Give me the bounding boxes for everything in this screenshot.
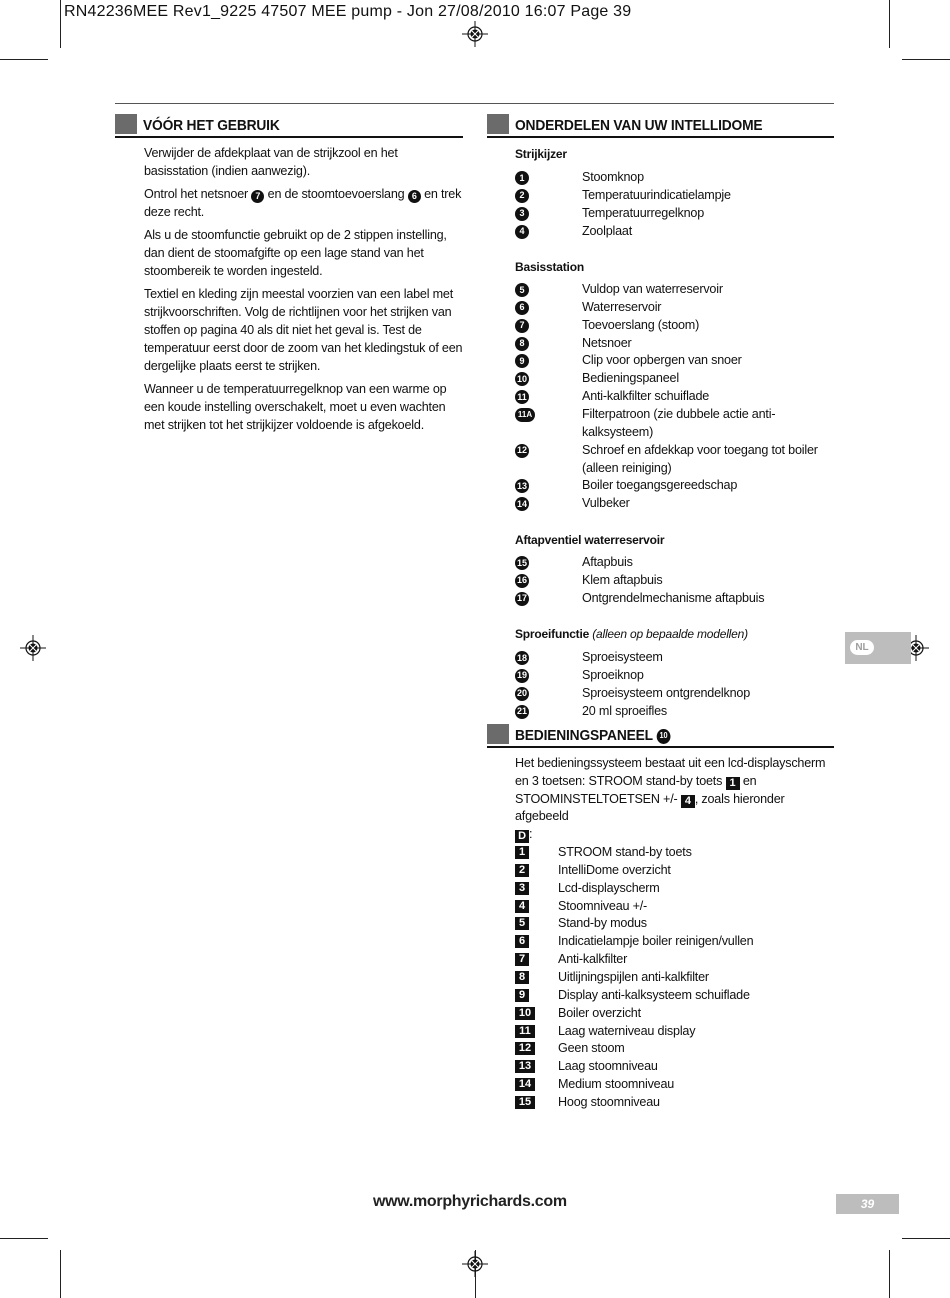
legend-number-badge: 4 [515,900,529,913]
part-label: Temperatuurindicatielampje [582,187,731,202]
top-rule [115,103,834,104]
crop-mark [0,59,48,60]
key-number-badge: 1 [726,777,740,790]
section-title-bedieningspaneel: BEDIENINGSPANEEL 10 [487,724,834,748]
part-label: Aftapbuis [582,555,633,569]
key-number-badge: 4 [681,795,695,808]
print-header: RN42236MEE Rev1_9225 47507 MEE pump - Jon 27/08/2010 16:07 Page 39 [64,3,632,20]
legend-number-badge: 8 [515,971,529,984]
title-block-icon [487,724,509,744]
legend-number-badge: 10 [515,1007,535,1020]
legend-number-badge: 2 [515,864,529,877]
subheading-note: (alleen op bepaalde modellen) [592,627,748,641]
legend-label: Laag waterniveau display [558,1023,696,1038]
subheading-basisstation: Basisstation [515,260,584,274]
part-label-continued: (alleen reiniging) [582,460,672,475]
part-label: Ontgrendelmechanisme aftapbuis [582,590,765,605]
legend-label: Geen stoom [558,1041,625,1056]
panel-intro: Het bedieningssysteem bestaat uit een lcd-displayscherm en 3 toetsen: STROOM stand-by toets 1 en STOOMINSTELTOETSEN +/- 4 , zoals hieronder afgebeeld D : [515,756,826,843]
crop-mark [889,1250,890,1298]
part-number-badge: 19 [515,669,529,683]
legend-label: IntelliDome overzicht [558,862,671,877]
page-number: 39 [836,1194,899,1214]
part-number-badge: 3 [515,207,529,221]
part-number-badge: 7 [251,190,264,203]
part-label: Bedieningspaneel [582,371,679,386]
legend-number-badge: 15 [515,1096,535,1109]
part-number-badge: 1 [515,171,529,185]
part-label: Zoolplaat [582,223,633,238]
legend-label: Indicatielampje boiler reinigen/vullen [558,934,754,949]
footer-url: www.morphyrichards.com [373,1193,567,1210]
part-label: Waterreservoir [582,299,662,314]
part-number-badge: 6 [515,301,529,315]
paragraph: Verwijder de afdekplaat van de strijkzool en het basisstation (indien aanwezig). [144,146,398,178]
legend-number-badge: 12 [515,1042,535,1055]
crop-mark [60,1250,61,1298]
part-number-badge: 5 [515,283,529,297]
legend-label: STROOM stand-by toets [558,845,692,859]
legend-label: Lcd-displayscherm [558,880,660,895]
part-label: Sproeisysteem ontgrendelknop [582,685,751,700]
part-label: Filterpatroon (zie dubbele actie anti- [582,406,776,421]
part-number-badge: 14 [515,497,529,511]
legend-label: Display anti-kalksysteem schuiflade [558,987,750,1002]
subheading-sproeifunctie: Sproeifunctie (alleen op bepaalde modellen) [515,627,748,641]
part-label-continued: kalksysteem) [582,424,654,439]
legend-label: Hoog stoomniveau [558,1094,660,1109]
figure-letter-badge: D [515,830,529,843]
part-label: Boiler toegangsgereedschap [582,478,738,493]
part-label: Klem aftapbuis [582,572,663,587]
paragraph: Textiel en kleding zijn meestal voorzien van een label met strijkvoorschriften. Volg de richtlijnen voor het strijken van stoffen op pagina 40 als dit niet het geval is. Test de temperatuur eerst door de zoom van het kledingstuk of een dergelijke plaats eerst te strijken. [144,287,463,373]
part-number-badge: 8 [515,337,529,351]
crop-mark [0,1238,48,1239]
part-number-badge: 2 [515,189,529,203]
registration-mark-icon [462,21,488,47]
section-title-voor-het-gebruik: VÓÓR HET GEBRUIK [115,114,463,138]
crop-mark [902,1238,950,1239]
part-number-badge: 13 [515,479,529,493]
part-label: Sproeiknop [582,667,644,682]
legend-number-badge: 13 [515,1060,535,1073]
legend-label: Boiler overzicht [558,1005,641,1020]
part-number-badge: 9 [515,354,529,368]
crop-mark [902,59,950,60]
part-label: Clip voor opbergen van snoer [582,353,742,368]
legend-number-badge: 11 [515,1025,535,1038]
part-label: Stoomknop [582,170,644,184]
section-title-onderdelen: ONDERDELEN VAN UW INTELLIDOME [487,114,834,138]
part-number-badge: 4 [515,225,529,239]
language-label: NL [850,640,874,655]
legend-number-badge: 7 [515,953,529,966]
part-label: Vuldop van waterreservoir [582,282,723,296]
legend-number-badge: 6 [515,935,529,948]
part-label: Vulbeker [582,496,630,511]
legend-label: Anti-kalkfilter [558,952,628,967]
part-number-badge: 20 [515,687,529,701]
subheading-aftapventiel: Aftapventiel waterreservoir [515,533,665,547]
part-label: 20 ml sproeifles [582,703,667,718]
language-tab [845,632,911,664]
left-body [144,145,464,440]
legend-number-badge: 3 [515,882,529,895]
legend-label: Uitlijningspijlen anti-kalkfilter [558,969,709,984]
part-label: Anti-kalkfilter schuiflade [582,389,710,404]
legend-label: Medium stoomniveau [558,1077,675,1092]
part-label: Schroef en afdekkap voor toegang tot boiler [582,442,818,457]
part-number-badge: 7 [515,319,529,333]
legend-number-badge: 5 [515,917,529,930]
title-block-icon [115,114,137,134]
part-number-badge: 12 [515,444,529,458]
paragraph: Wanneer u de temperatuurregelknop van een warme op een koude instelling overschakelt, moet u even wachten met strijken tot het strijkijzer voldoende is afgekoeld. [144,381,447,432]
paragraph: Als u de stoomfunctie gebruikt op de 2 stippen instelling, dan dient de stoomafgifte op een lage stand van het stoombereik te worden ingesteld. [144,228,447,278]
legend-number-badge: 1 [515,846,529,859]
registration-mark-icon [20,635,46,661]
part-number-badge: 18 [515,651,529,665]
legend-label: Stand-by modus [558,916,647,931]
part-number-badge: 10 [657,729,671,744]
crop-mark [60,0,61,48]
part-number-badge: 17 [515,592,529,606]
legend-number-badge: 9 [515,989,529,1002]
subheading-strijkijzer: Strijkijzer [515,147,567,161]
part-number-badge: 11A [515,408,535,422]
part-number-badge: 10 [515,372,529,386]
paragraph: Ontrol het netsnoer 7 en de stoomtoevoerslang 6 en trek deze recht. [144,187,462,219]
legend-number-badge: 14 [515,1078,535,1091]
part-label: Temperatuurregelknop [582,205,705,220]
part-label: Netsnoer [582,335,632,350]
part-number-badge: 21 [515,705,529,719]
part-label: Toevoerslang (stoom) [582,317,700,332]
registration-mark-icon [462,1251,488,1277]
part-number-badge: 6 [408,190,421,203]
part-number-badge: 11 [515,390,529,404]
part-label: Sproeisysteem [582,650,663,664]
title-block-icon [487,114,509,134]
part-number-badge: 16 [515,574,529,588]
crop-mark [889,0,890,48]
part-number-badge: 15 [515,556,529,570]
legend-label: Stoomniveau +/- [558,898,648,913]
legend-label: Laag stoomniveau [558,1059,658,1074]
